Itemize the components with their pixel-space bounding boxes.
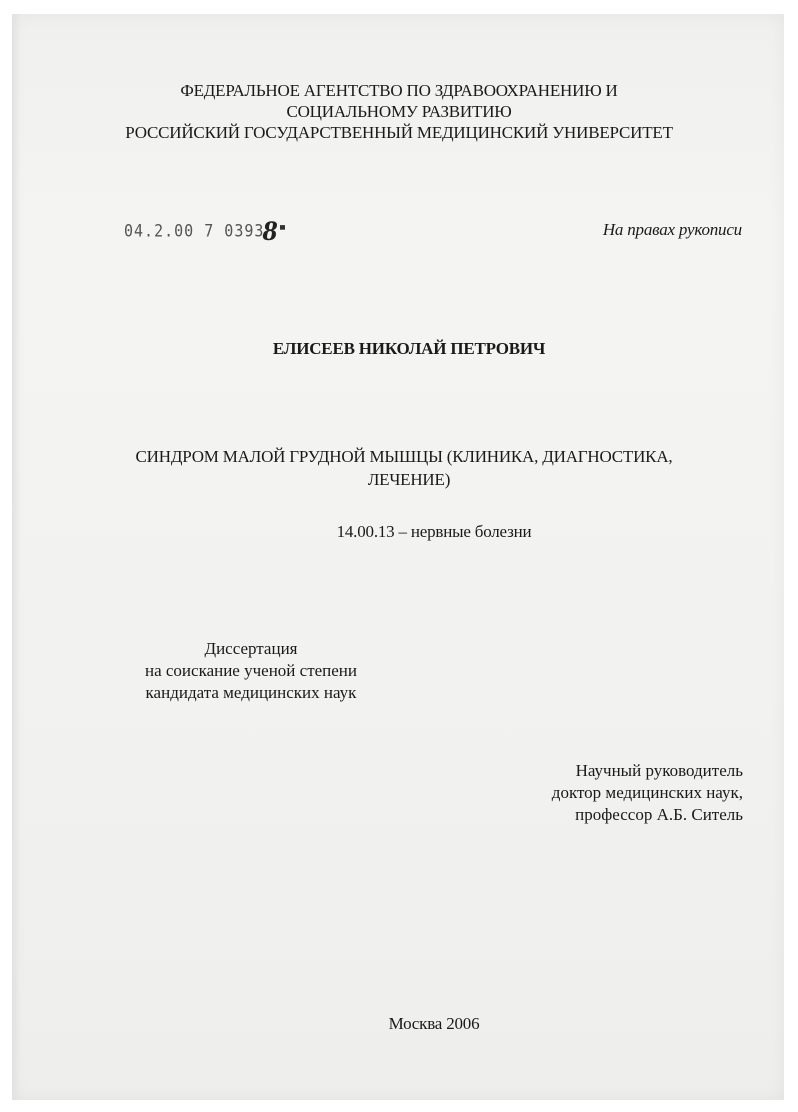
agency-line-1: ФЕДЕРАЛЬНОЕ АГЕНТСТВО ПО ЗДРАВООХРАНЕНИЮ И — [180, 81, 618, 100]
scanned-page — [12, 14, 784, 1100]
specialty-code: 14.00.13 – нервные болезни — [336, 522, 532, 541]
supervisor-line-3: профессор А.Б. Ситель — [575, 805, 743, 824]
rights-note: На правах рукописи — [602, 220, 742, 239]
degree-block — [136, 638, 366, 704]
stamp-number: 04.2.00 7 0393 — [124, 220, 265, 242]
degree-line-1: Диссертация — [204, 639, 298, 658]
degree-line-2: на соискание ученой степени — [144, 661, 358, 680]
university-name: РОССИЙСКИЙ ГОСУДАРСТВЕННЫЙ МЕДИЦИНСКИЙ УНИВЕРСИТЕТ — [125, 123, 673, 142]
degree-line-3: кандидата медицинских наук — [145, 683, 357, 702]
supervisor-block — [552, 760, 743, 826]
agency-line-2: СОЦИАЛЬНОМУ РАЗВИТИЮ — [286, 102, 512, 121]
title-line-2: ЛЕЧЕНИЕ) — [367, 470, 451, 489]
registration-stamp — [124, 217, 285, 247]
supervisor-line-1: Научный руководитель — [575, 761, 743, 780]
page-edge-shadow — [12, 14, 20, 1100]
stamp-dash — [280, 225, 285, 230]
supervisor-line-2: доктор медицинских наук, — [551, 783, 743, 802]
city-year: Москва 2006 — [388, 1014, 480, 1033]
stamp-handwritten-mark: 8 — [262, 217, 278, 247]
author-name: ЕЛИСЕЕВ НИКОЛАЙ ПЕТРОВИЧ — [272, 339, 546, 358]
title-line-1: СИНДРОМ МАЛОЙ ГРУДНОЙ МЫШЦЫ (КЛИНИКА, ДИАГНОСТИКА, — [135, 447, 673, 466]
